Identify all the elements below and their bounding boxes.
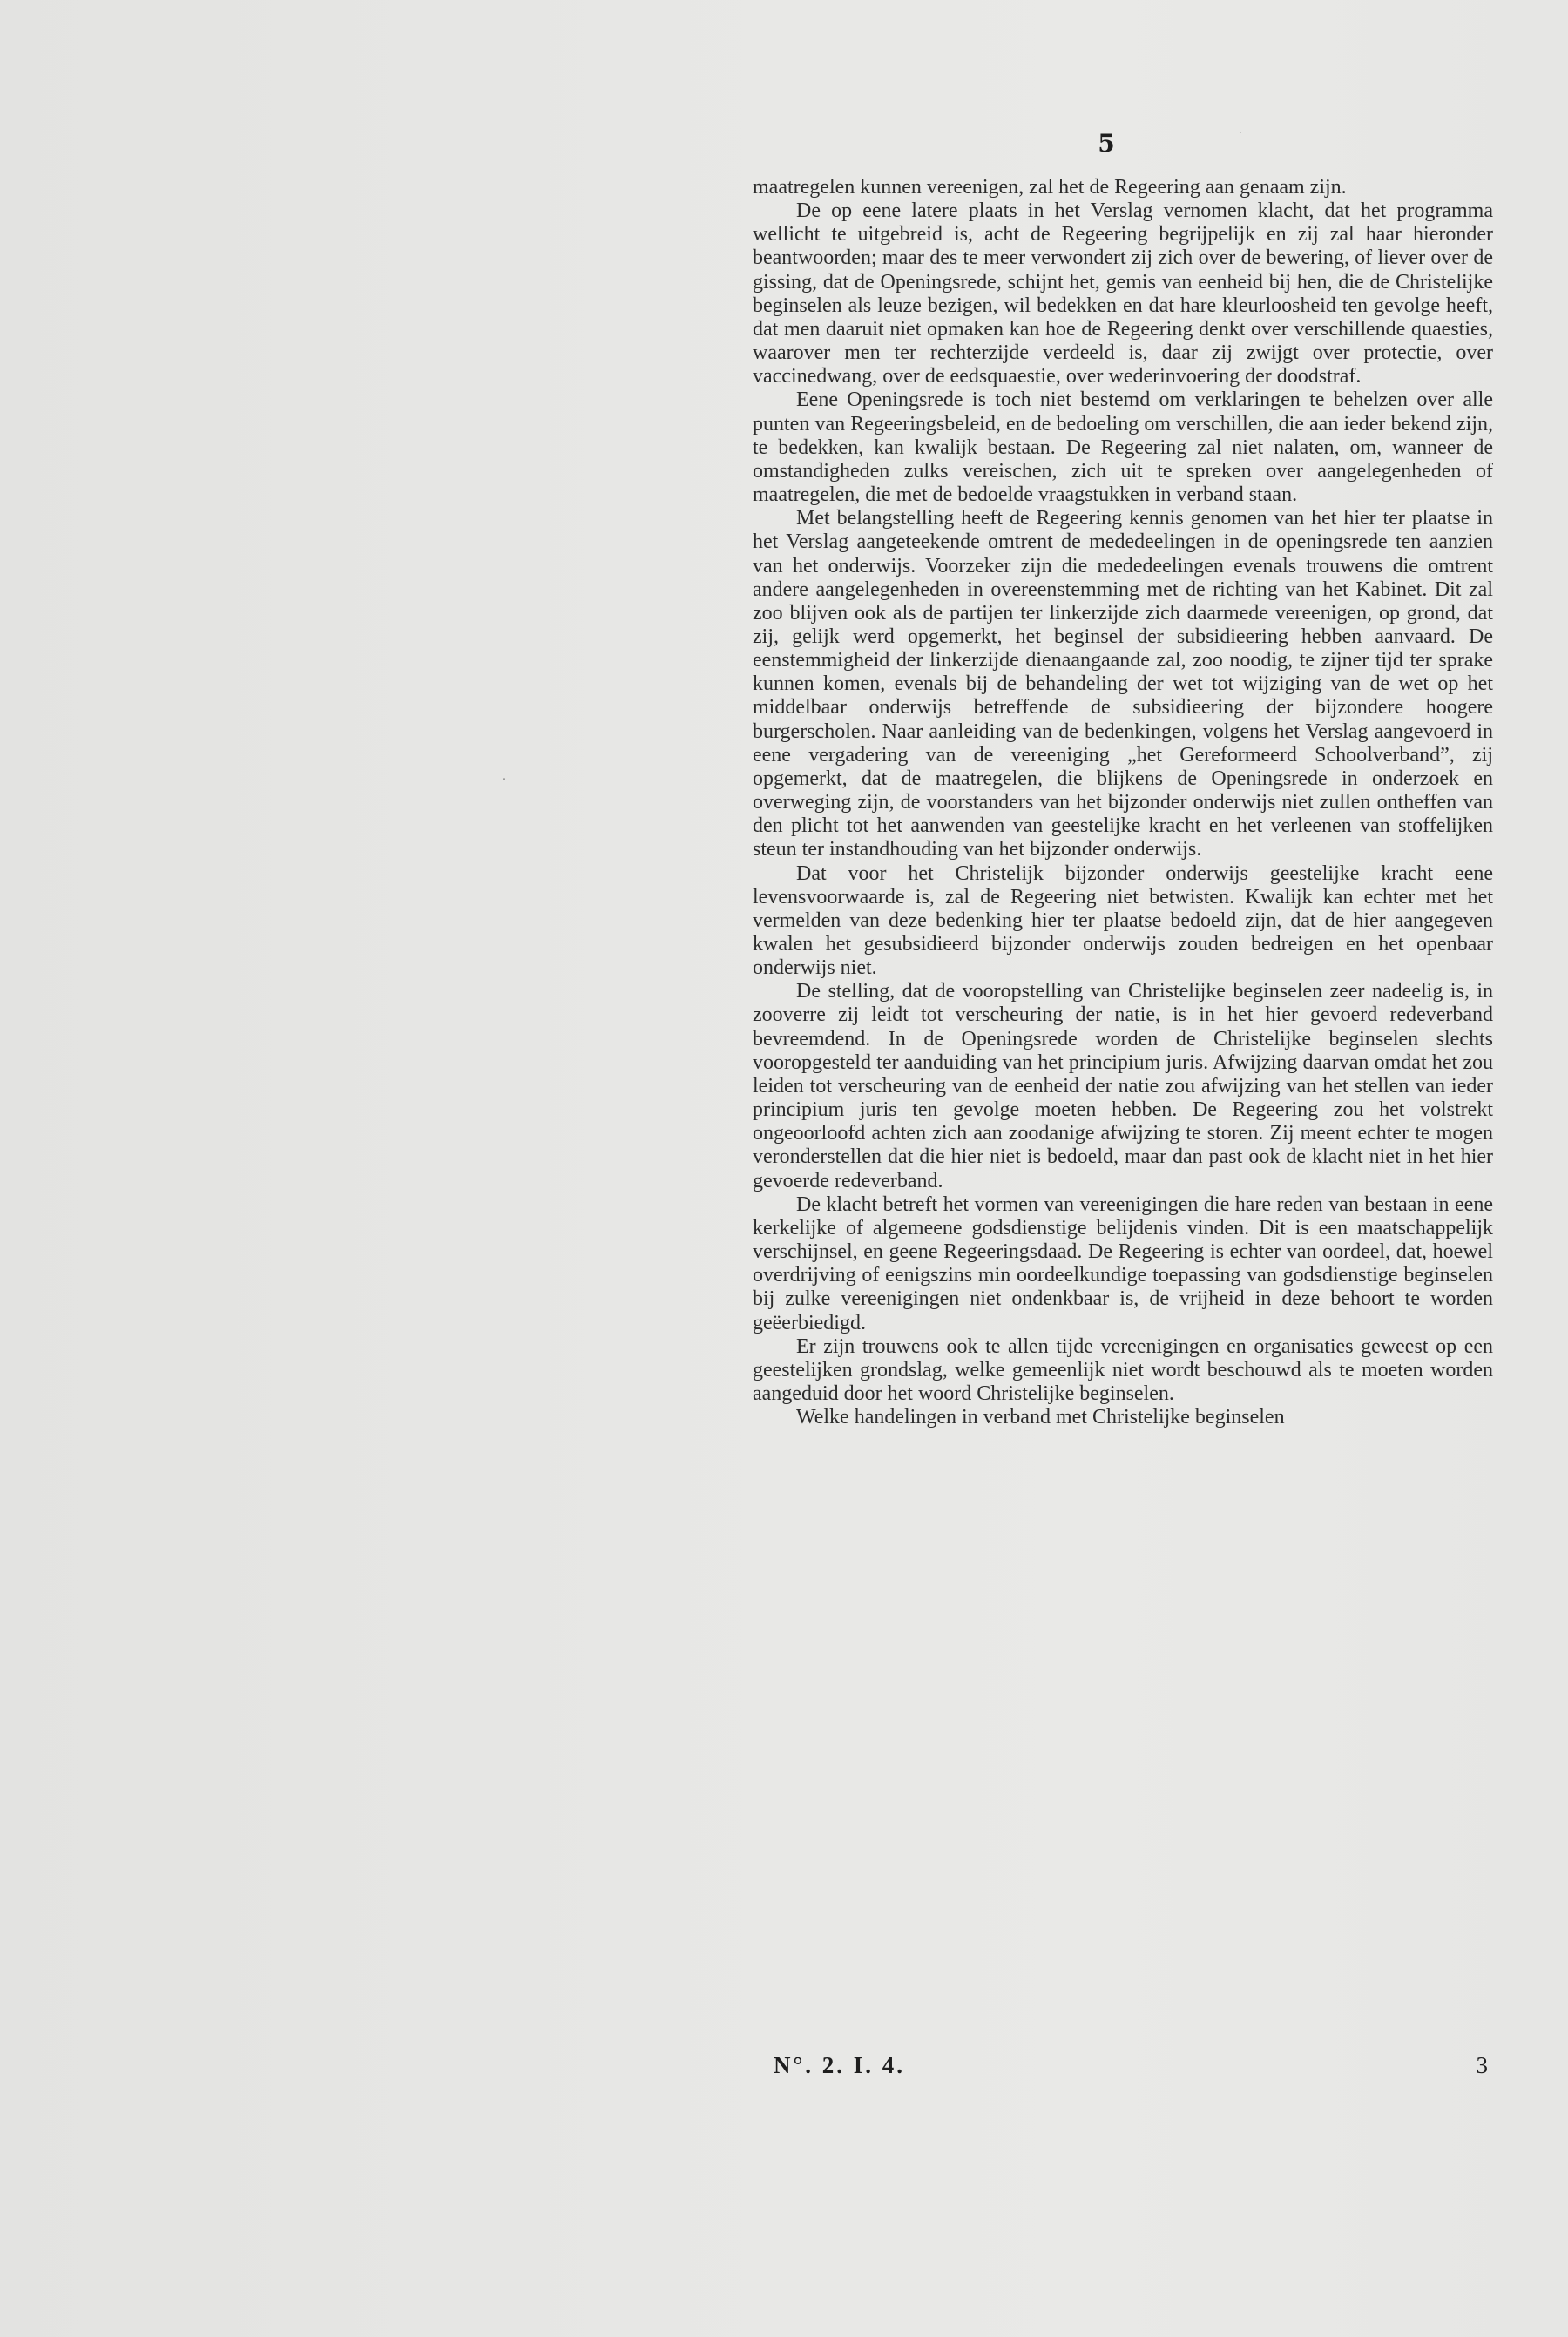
paragraph: maatregelen kunnen vereenigen, zal het de Regeering aan genaam zijn. bbox=[753, 176, 1347, 199]
scan-speck bbox=[1240, 132, 1241, 133]
page-number: 5 bbox=[1098, 129, 1115, 158]
paragraph: Eene Openingsrede is toch niet bestemd om verklaringen te behelzen over alle punten van Regeeringsbeleid, en de bedoeling om verschillen, die aan ieder bekend zijn, te bedekken, kan kwalijk bestaan. De Regeering zal niet nalaten, om, wanneer de omstandigheden zulks vereischen, zich uit te spreken over aangelegenheden of maatregelen, die met de bedoelde vraagstukken in verband staan. bbox=[753, 388, 1493, 507]
paragraph: Met belangstelling heeft de Regeering kennis genomen van het hier ter plaatse in het Verslag aangeteekende omtrent de mededeelingen in de openingsrede ten aanzien van het onderwijs. Voorzeker zijn die mededeelingen evenals trouwens die omtrent andere aangelegenheden in overeenstemming met de richting van het Kabinet. Dit zal zoo blijven ook als de partijen ter linkerzijde zich daarmede vereenigen, op grond, dat zij, gelijk werd opgemerkt, het beginsel der subsidieering hebben aanvaard. De eenstemmigheid der linkerzijde dienaangaande zal, zoo noodig, te zijner tijd ter sprake kunnen komen, evenals bij de behandeling der wet tot wijziging van de wet op het middelbaar onderwijs betreffende de subsidieering der bijzondere hoogere burgerscholen. Naar aanleiding van de bedenkingen, volgens het Verslag aangevoerd in eene vergadering van de vereeniging „het Gereformeerd Schoolverband”, zij opgemerkt, dat de maatregelen, die blijkens de Openingsrede in onderzoek en overweging zijn, de voorstanders van het bijzonder onderwijs niet zullen ontheffen van den plicht tot het aanwenden van geestelijke kracht en het verleenen van stoffelijken steun ter instandhouding van het bijzonder onderwijs. bbox=[753, 507, 1493, 861]
page-footer bbox=[774, 2052, 1488, 2087]
paragraph: De klacht betreft het vormen van vereenigingen die hare reden van bestaan in eene kerkelijke of algemeene godsdienstige belijdenis vinden. Dit is een maatschappelijk verschijnsel, en geene Regeeringsdaad. De Regeering is echter van oordeel, dat, hoewel overdrijving of eenigszins min oordeelkundige toepassing van godsdienstige beginselen bij zulke vereenigingen niet ondenkbaar is, de vrijheid in deze behoort te worden geëerbiedigd. bbox=[753, 1192, 1493, 1334]
scan-speck bbox=[503, 778, 505, 780]
signature-mark: N°. 2. I. 4. bbox=[774, 2052, 906, 2078]
paragraph: De stelling, dat de vooropstelling van Christelijke beginselen zeer nadeelig is, in zooverre zij leidt tot verscheuring der natie, is in het hier gevoerd redeverband bevreemdend. In de Openingsrede worden de Christelijke beginselen slechts vooropgesteld ter aanduiding van het principium juris. Afwijzing daarvan omdat het zou leiden tot verscheuring van de eenheid der natie zou afwijzing van het stellen van ieder principium juris ten gevolge moeten hebben. De Regeering zou het volstrekt ongeoorloofd achten zich aan zoodanige afwijzing te storen. Zij meent echter te mogen veronderstellen dat die hier niet is bedoeld, maar dan past ook de klacht niet in het hier gevoerde redeverband. bbox=[753, 980, 1493, 1192]
paragraph: De op eene latere plaats in het Verslag vernomen klacht, dat het programma wellicht te uitgebreid is, acht de Regeering begrijpelijk en zij zal haar hieronder beantwoorden; maar des te meer verwondert zij zich over de bewering, of liever over de gissing, dat de Openingsrede, schijnt het, gemis van eenheid bij hen, die de Christelijke beginselen als leuze bezigen, wil bedekken en dat hare kleurloosheid ten gevolge heeft, dat men daaruit niet opmaken kan hoe de Regeering denkt over verschillende quaesties, waarover men ter rechterzijde verdeeld is, daar zij zwijgt over protectie, over vaccinedwang, over de eedsquaestie, over wederinvoering der doodstraf. bbox=[753, 199, 1493, 388]
paragraph: Dat voor het Christelijk bijzonder onderwijs geestelijke kracht eene levensvoorwaarde is, zal de Regeering niet betwisten. Kwalijk kan echter met het vermelden van deze bedenking hier ter plaatse bedoeld zijn, dat de hier aangegeven kwalen het gesubsidieerd bijzonder onderwijs zouden bedreigen en het openbaar onderwijs niet. bbox=[753, 861, 1493, 980]
text-column bbox=[753, 176, 1493, 1429]
sheet-number: 3 bbox=[1476, 2052, 1488, 2078]
paragraph: Er zijn trouwens ook te allen tijde vereenigingen en organisaties geweest op een geestelijken grondslag, welke gemeenlijk niet wordt beschouwd als te moeten worden aangeduid door het woord Christelijke beginselen. bbox=[753, 1334, 1493, 1405]
paragraph: Welke handelingen in verband met Christelijke beginselen bbox=[796, 1406, 1285, 1429]
